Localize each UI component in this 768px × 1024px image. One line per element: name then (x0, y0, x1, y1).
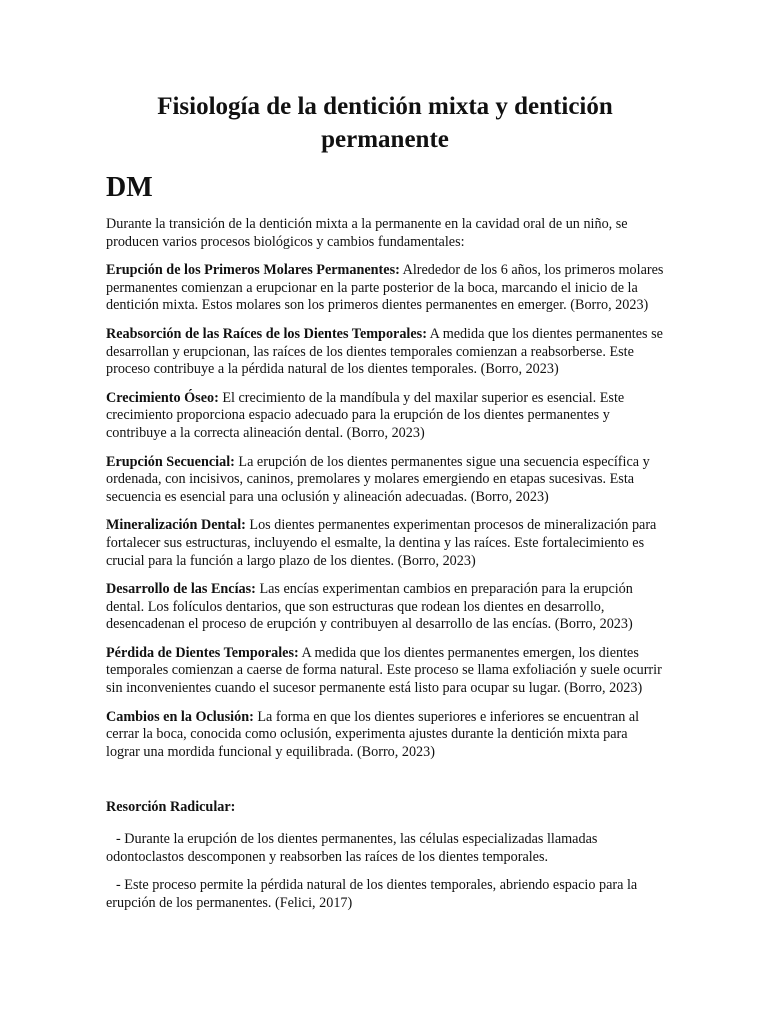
paragraph-term: Erupción Secuencial: (106, 453, 235, 470)
paragraph-term: Mineralización Dental: (106, 517, 246, 534)
paragraph-text: Las encías experimentan cambios en preparación para la erupción dental. Los folículos dentarios, que son estructuras que rodean los dientes en desarrollo, desencadenan el proceso de erupción y contribuyen al desarrollo de las encías. (Borro, 2023) (106, 581, 633, 633)
subsection-heading: Resorción Radicular: (106, 799, 236, 816)
paragraph-term: Cambios en la Oclusión: (106, 708, 254, 725)
paragraph-term: Pérdida de Dientes Temporales: (106, 644, 299, 661)
paragraph-item (106, 262, 664, 315)
paragraph-item (106, 517, 664, 570)
paragraph-text: A medida que los dientes permanentes emergen, los dientes temporales comienzan a caerse de forma natural. Este proceso se llama exfoliación y suele ocurrir sin inconvenientes cuando el sucesor permanente está listo para ocupar su lugar. (Borro, 2023) (106, 644, 662, 697)
paragraph-term: Desarrollo de las Encías: (106, 581, 256, 598)
paragraph-text: Los dientes permanentes experimentan procesos de mineralización para fortalecer sus estructuras, incluyendo el esmalte, la dentina y las raíces. Este fortalecimiento es crucial para la función a largo plazo de los dientes. (Borro, 2023) (106, 517, 657, 569)
paragraph-term: Crecimiento Óseo: (106, 389, 219, 406)
section-heading: DM (106, 172, 153, 203)
bullet-paragraph: - Este proceso permite la pérdida natural de los dientes temporales, abriendo espacio para la erupción de los permanentes. (Felici, 2017) (106, 877, 638, 911)
paragraph-text: El crecimiento de la mandíbula y del maxilar superior es esencial. Este crecimiento proporciona espacio adecuado para la erupción de los dientes permanentes y contribuye a la correcta alineación dental. (Borro, 2023) (106, 389, 625, 441)
paragraph-text: Alrededor de los 6 años, los primeros molares permanentes comienzan a erupcionar en la parte posterior de la boca, marcando el inicio de la dentición mixta. Estos molares son los primeros dientes permanentes en emerger. (Borro, 2023) (106, 262, 664, 314)
paragraph-item (106, 645, 664, 698)
bullet-paragraph: - Durante la erupción de los dientes permanentes, las células especializadas llamadas odontoclastos descomponen y reabsorben las raíces de los dientes temporales. (106, 831, 598, 865)
paragraph-term: Erupción de los Primeros Molares Permanentes: (106, 262, 400, 279)
intro-paragraph: Durante la transición de la dentición mixta a la permanente en la cavidad oral de un niño, se producen varios procesos biológicos y cambios fundamentales: (106, 216, 628, 250)
paragraph-item (106, 581, 664, 634)
paragraph-text: La erupción de los dientes permanentes sigue una secuencia específica y ordenada, con incisivos, caninos, premolares y molares emergiendo en etapas sucesivas. Esta secuencia es esencial para una oclusión y alineación adecuadas. (Borro, 2023) (106, 453, 650, 505)
paragraph-text: A medida que los dientes permanentes se desarrollan y erupcionan, las raíces de los dientes temporales comienzan a reabsorberse. Este proceso contribuye a la pérdida natural de los dientes temporales. (Borro, 2023) (106, 325, 663, 378)
paragraph-item (106, 454, 664, 507)
paragraph-text: La forma en que los dientes superiores e inferiores se encuentran al cerrar la boca, conocida como oclusión, experimenta ajustes durante la dentición mixta para lograr una mordida funcional y equilibrada. (Borro, 2023) (106, 708, 640, 760)
document-title: Fisiología de la dentición mixta y dentición permanente (157, 93, 613, 153)
paragraph-item (106, 390, 664, 443)
paragraph-item (106, 709, 664, 762)
paragraph-term: Reabsorción de las Raíces de los Dientes Temporales: (106, 325, 427, 342)
paragraph-item (106, 326, 664, 379)
